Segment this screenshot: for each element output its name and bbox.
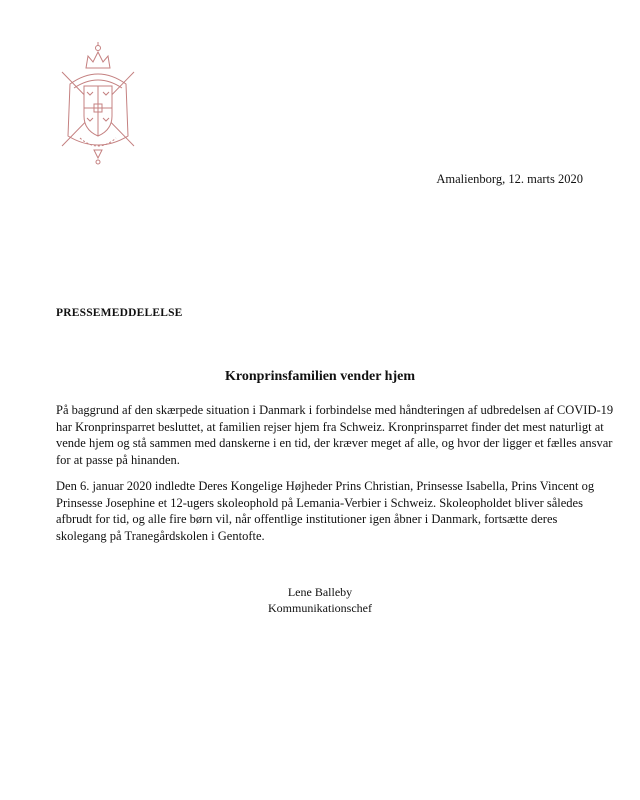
- signature: [0, 584, 640, 616]
- text-line: for at passe på hinanden.: [56, 452, 180, 467]
- body-text: [56, 402, 616, 554]
- text-line: har Kronprinsparret besluttet, at familien rejser hjem fra Schweiz. Kronprinsparret finder det mest naturligt at: [56, 419, 604, 434]
- headline: Kronprinsfamilien vender hjem: [224, 369, 416, 384]
- royal-coat-of-arms-icon: [56, 38, 140, 166]
- text-line: Prinsesse Josephine et 12-ugers skoleophold på Lemania-Verbier i Schweiz. Skoleopholdet bliver således: [56, 495, 583, 510]
- text-line: Den 6. januar 2020 indledte Deres Kongelige Højheder Prins Christian, Prinsesse Isabella, Prins Vincent og: [56, 479, 595, 493]
- text-line: vende hjem og stå sammen med danskerne i en tid, der kræver meget af alle, og hvor der ligger et fælles ansvar: [56, 436, 613, 450]
- text-line: skolegang på Tranegårdskolen i Gentofte.: [56, 528, 265, 543]
- paragraph: [56, 402, 616, 468]
- signature-name: Lene Balleby: [287, 585, 353, 599]
- paragraph: [56, 478, 616, 544]
- text-line: På baggrund af den skærpede situation i Danmark i forbindelse med håndteringen af udbredelsen af COVID-19: [56, 403, 614, 417]
- signature-title: Kommunikationschef: [268, 601, 372, 615]
- dateline: Amalienborg, 12. marts 2020: [436, 172, 583, 186]
- text-line: afbrudt for tid, og alle fire børn vil, når offentlige institutioner igen åbner i Danmark, fortsætte deres: [56, 512, 558, 526]
- press-release-label: PRESSEMEDDELELSE: [56, 307, 183, 319]
